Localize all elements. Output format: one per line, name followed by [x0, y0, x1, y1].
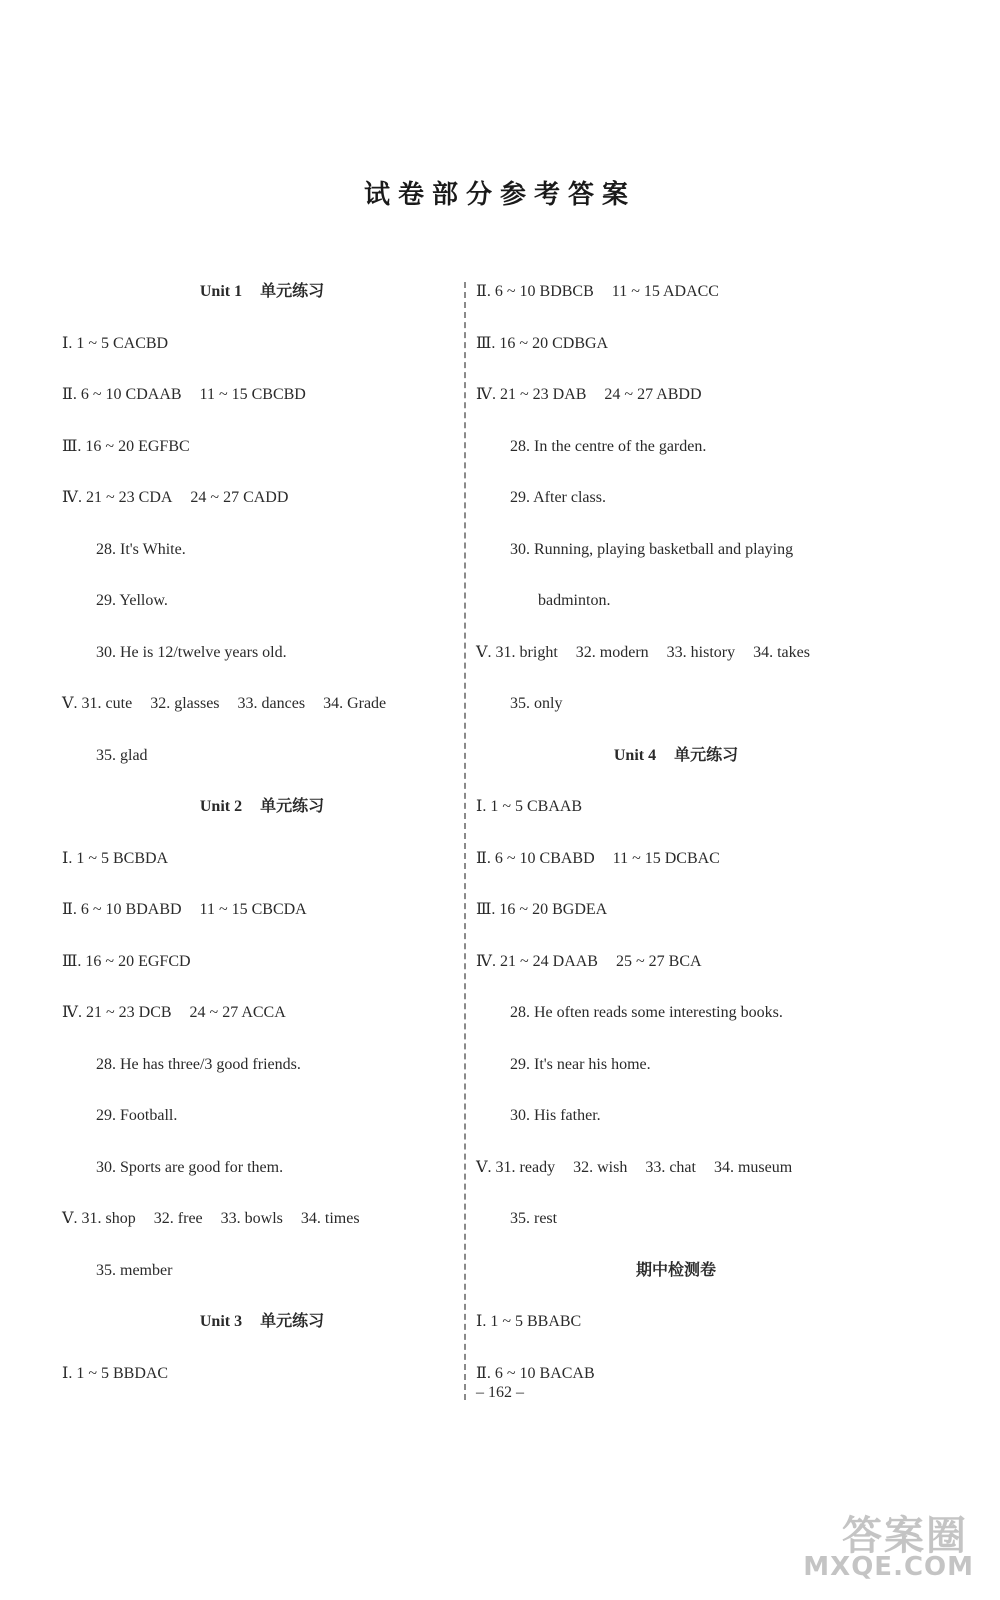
answer-text: badminton.	[538, 592, 611, 609]
answer-text: Ⅲ. 16 ~ 20 EGFBC	[62, 437, 190, 455]
answer-text: Ⅱ. 6 ~ 10 BDABD	[62, 901, 182, 918]
answer-text: 29. Football.	[96, 1107, 178, 1124]
answer-line	[476, 627, 876, 679]
answer-text: 33. history	[666, 643, 736, 661]
answer-text: 29. Yellow.	[96, 592, 168, 609]
answer-text: 28. It's White.	[96, 540, 186, 558]
answer-line	[476, 1193, 876, 1245]
answer-text: Ⅴ. 31. ready	[476, 1158, 556, 1176]
answer-line	[62, 575, 462, 627]
answer-text: Ⅴ. 31. shop	[62, 1210, 136, 1227]
answer-text: 11 ~ 15 ADACC	[611, 283, 719, 300]
heading-text: 期中检测卷	[635, 1261, 716, 1279]
answer-line	[62, 1193, 462, 1245]
answer-line	[62, 730, 462, 782]
answer-text: 35. member	[96, 1261, 173, 1279]
answer-text: 29. After class.	[510, 489, 606, 506]
answer-line	[62, 627, 462, 679]
answer-text: 11 ~ 15 CBCDA	[199, 901, 307, 918]
answer-line	[476, 833, 876, 885]
section-heading	[62, 1296, 462, 1348]
answer-text: 33. chat	[645, 1158, 696, 1176]
answer-text: Ⅳ. 21 ~ 23 DAB	[476, 386, 587, 403]
answer-line	[476, 318, 876, 370]
answer-line	[476, 524, 876, 576]
answer-text: Ⅱ. 6 ~ 10 BDBCB	[476, 283, 594, 300]
answer-line	[62, 987, 462, 1039]
answer-text: 30. He is 12/twelve years old.	[96, 643, 287, 661]
answer-text: Ⅲ. 16 ~ 20 EGFCD	[62, 952, 191, 970]
answer-text: 30. His father.	[510, 1107, 601, 1124]
section-heading	[62, 266, 462, 318]
heading-text: 单元练习	[674, 746, 739, 764]
answer-line	[62, 472, 462, 524]
answer-text: Ⅳ. 21 ~ 23 CDA	[62, 489, 173, 506]
answer-text: 34. takes	[753, 643, 810, 661]
answer-line	[476, 884, 876, 936]
heading-text: 单元练习	[260, 1313, 325, 1330]
answer-text: Ⅰ. 1 ~ 5 BBABC	[476, 1313, 582, 1330]
answer-line	[62, 318, 462, 370]
answer-text: Ⅳ. 21 ~ 23 DCB	[62, 1004, 172, 1021]
answer-column-right	[476, 266, 876, 1399]
answer-text: 32. wish	[573, 1158, 628, 1176]
answer-text: 32. free	[153, 1210, 203, 1227]
answer-text: 28. He has three/3 good friends.	[96, 1055, 301, 1073]
answer-line	[476, 936, 876, 988]
heading-text: Unit 4	[613, 746, 657, 764]
answer-text: Ⅱ. 6 ~ 10 BACAB	[476, 1364, 595, 1382]
answer-line	[476, 1296, 876, 1348]
answer-text: 32. modern	[575, 643, 649, 661]
answer-line	[476, 266, 876, 318]
heading-text: 单元练习	[260, 283, 325, 300]
answer-line	[476, 575, 876, 627]
answer-text: Ⅴ. 31. cute	[62, 695, 133, 712]
answer-text: 33. bowls	[220, 1210, 283, 1227]
watermark-logo	[804, 1504, 974, 1582]
answer-text: Ⅱ. 6 ~ 10 CDAAB	[62, 386, 182, 403]
answer-text: 29. It's near his home.	[510, 1055, 651, 1073]
answer-line	[62, 1039, 462, 1091]
answer-line	[62, 884, 462, 936]
section-heading	[476, 730, 876, 782]
answer-text: Ⅲ. 16 ~ 20 BGDEA	[476, 901, 608, 918]
answer-line	[476, 987, 876, 1039]
watermark-text-bottom: MXQE.COM	[803, 1552, 974, 1582]
column-divider	[464, 282, 466, 1400]
answer-text: Ⅰ. 1 ~ 5 CBAAB	[476, 798, 583, 815]
heading-text: Unit 2	[199, 798, 243, 815]
page-number: – 162 –	[476, 1384, 524, 1401]
answer-text: 35. glad	[96, 746, 148, 764]
answer-line	[476, 1090, 876, 1142]
answer-text: Ⅰ. 1 ~ 5 BCBDA	[62, 849, 169, 867]
answer-line	[62, 1090, 462, 1142]
answer-text: Ⅴ. 31. bright	[476, 643, 558, 661]
answer-text: Ⅰ. 1 ~ 5 BBDAC	[62, 1364, 169, 1382]
watermark-text-top: 答案圈	[842, 1513, 968, 1559]
answer-text: 24 ~ 27 ACCA	[189, 1004, 286, 1021]
answer-line	[476, 781, 876, 833]
section-heading	[62, 781, 462, 833]
answer-line	[476, 472, 876, 524]
answer-text: 25 ~ 27 BCA	[615, 952, 702, 970]
page-title: 试卷部分参考答案	[363, 180, 636, 210]
answer-line	[62, 936, 462, 988]
answer-text: 34. Grade	[323, 695, 387, 712]
answer-text: 24 ~ 27 CADD	[190, 489, 289, 506]
answer-text: 35. only	[510, 695, 563, 712]
answer-line	[476, 421, 876, 473]
answer-text: 11 ~ 15 DCBAC	[612, 849, 720, 867]
answer-text: 30. Sports are good for them.	[96, 1158, 284, 1176]
answer-text: Ⅲ. 16 ~ 20 CDBGA	[476, 334, 609, 352]
answer-line	[62, 833, 462, 885]
section-heading	[476, 1245, 876, 1297]
answer-line	[476, 1039, 876, 1091]
answer-line	[62, 421, 462, 473]
answer-text: 34. times	[300, 1210, 360, 1227]
answer-line	[62, 1142, 462, 1194]
answer-text: Ⅰ. 1 ~ 5 CACBD	[62, 334, 169, 352]
answer-line	[476, 678, 876, 730]
heading-text: 单元练习	[260, 798, 325, 815]
answer-text: 33. dances	[237, 695, 306, 712]
answer-text: 34. museum	[713, 1158, 793, 1176]
answer-text: 32. glasses	[150, 695, 220, 712]
answer-line	[62, 524, 462, 576]
heading-text: Unit 3	[199, 1313, 243, 1330]
answer-text: 11 ~ 15 CBCBD	[199, 386, 306, 403]
heading-text: Unit 1	[199, 283, 243, 300]
answer-line	[62, 369, 462, 421]
answer-text: 30. Running, playing basketball and playing	[510, 540, 794, 558]
answer-line	[476, 1142, 876, 1194]
answer-column-left	[62, 266, 462, 1399]
answer-text: 28. He often reads some interesting books.	[510, 1004, 783, 1021]
answer-text: 35. rest	[510, 1210, 558, 1227]
answer-text: Ⅳ. 21 ~ 24 DAAB	[476, 952, 598, 970]
answer-line	[62, 678, 462, 730]
answer-text: Ⅱ. 6 ~ 10 CBABD	[476, 849, 595, 867]
answer-text: 24 ~ 27 ABDD	[604, 386, 702, 403]
answer-text: 28. In the centre of the garden.	[510, 437, 707, 455]
answer-line	[62, 1245, 462, 1297]
answer-line	[476, 369, 876, 421]
